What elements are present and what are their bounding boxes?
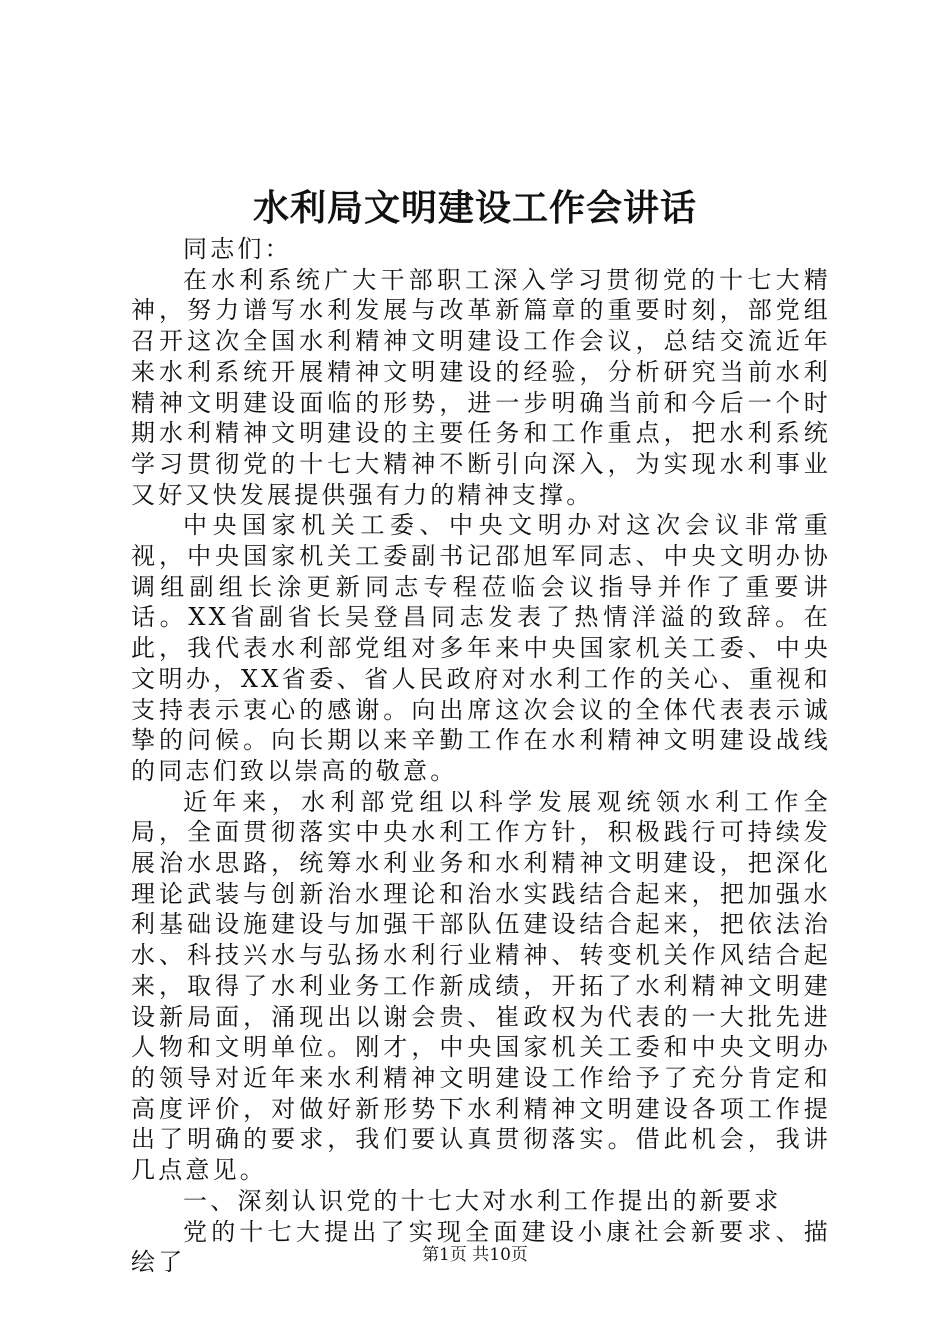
paragraph: 近年来，水利部党组以科学发展观统领水利工作全局，全面贯彻落实中央水利工作方针，积极践行可持续发展治水思路，统筹水利业务和水利精神文明建设，把深化理论武装与创新治水理论和治水实践结合起来，把加强水利基础设施建设与加强干部队伍建设结合起来，把依法治水、科技兴水与弘扬水利行业精神、转变机关作风结合起来，取得了水利业务工作新成绩，开拓了水利精神文明建设新局面，涌现出以谢会贵、崔政权为代表的一大批先进人物和文明单位。刚才，中央国家机关工委和中央文明办的领导对近年来水利精神文明建设工作给予了充分肯定和高度评价，对做好新形势下水利精神文明建设各项工作提出了明确的要求，我们要认真贯彻落实。借此机会，我讲几点意见。 bbox=[131, 787, 831, 1185]
page-indicator: 第1页 共10页 bbox=[422, 1245, 528, 1265]
document-title: 水利局文明建设工作会讲话 bbox=[252, 187, 697, 229]
salutation: 同志们： bbox=[183, 235, 292, 263]
section-heading: 一、深刻认识党的十七大对水利工作提出的新要求 bbox=[183, 1186, 782, 1215]
paragraph: 中央国家机关工委、中央文明办对这次会议非常重视，中央国家机关工委副书记邵旭军同志、中央文明办协调组副组长涂更新同志专程莅临会议指导并作了重要讲话。XX省副省长吴登昌同志发表了热情洋溢的致辞。在此，我代表水利部党组对多年来中央国家机关工委、中央文明办，XX省委、省人民政府对水利工作的关心、重视和支持表示衷心的感谢。向出席这次会议的全体代表表示诚挚的问候。向长期以来辛勤工作在水利精神文明建设战线的同志们致以崇高的敬意。 bbox=[131, 511, 831, 785]
document-body bbox=[131, 234, 831, 1278]
paragraph: 在水利系统广大干部职工深入学习贯彻党的十七大精神，努力谱写水利发展与改革新篇章的重要时刻，部党组召开这次全国水利精神文明建设工作会议，总结交流近年来水利系统开展精神文明建设的经验，分析研究当前水利精神文明建设面临的形势，进一步明确当前和今后一个时期水利精神文明建设的主要任务和工作重点，把水利系统学习贯彻党的十七大精神不断引向深入，为实现水利事业又好又快发展提供强有力的精神支撑。 bbox=[131, 265, 831, 509]
paragraph: 党的十七大提出了实现全面建设小康社会新要求、描绘了 bbox=[131, 1217, 831, 1277]
